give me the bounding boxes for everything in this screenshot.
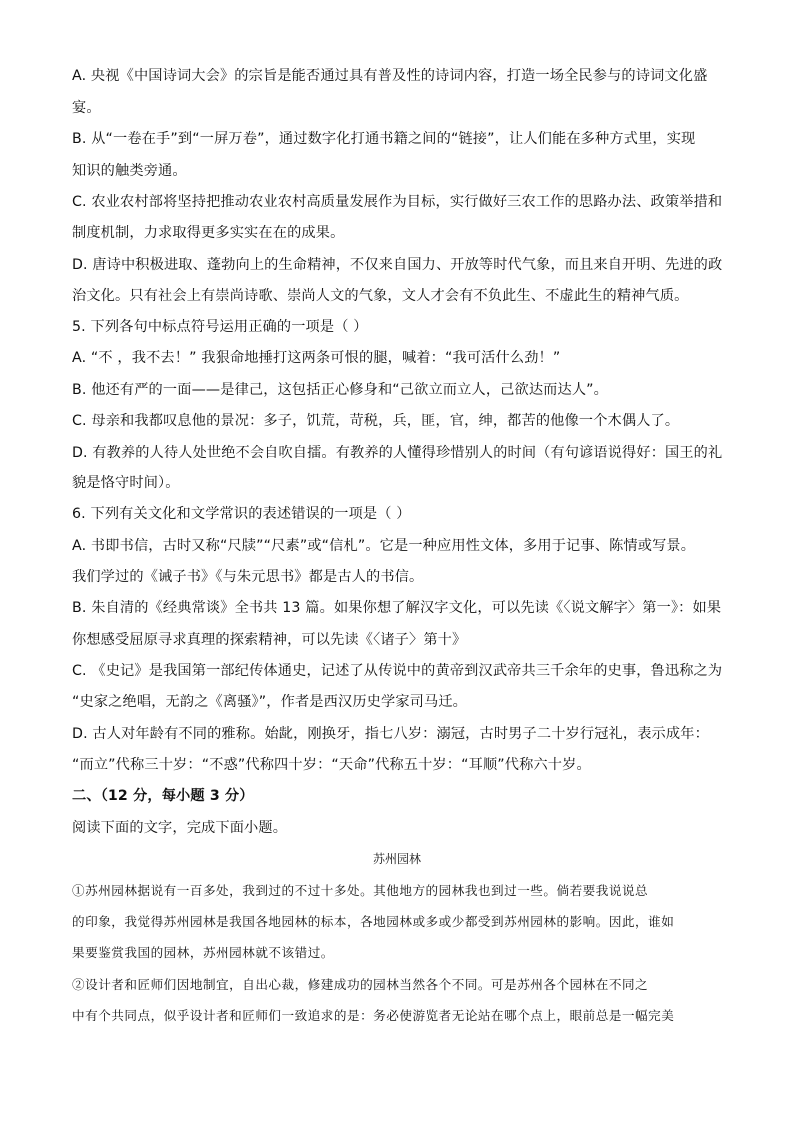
article-paragraph-2-line2: 中有个共同点，似乎设计者和匠师们一致追求的是：务必使游览者无论站在哪个点上，眼前总是一幅完美 bbox=[72, 1008, 675, 1023]
q6-stem: 6. 下列有关文化和文学常识的表述错误的一项是（ ） bbox=[72, 506, 411, 522]
q5-option-b: B. 他还有严的一面——是律己，这包括正心修身和“己欲立而立人，己欲达而达人”。 bbox=[72, 382, 609, 398]
q6-option-a-line1: A. 书即书信，古时又称“尺牍”“尺素”或“信札”。它是一种应用性文体，多用于记事、陈情或写景。 bbox=[72, 538, 696, 554]
q6-option-d-line2: “而立”代称三十岁：“不惑”代称四十岁：“天命”代称五十岁：“耳顺”代称六十岁。 bbox=[72, 757, 591, 773]
article-paragraph-2-line1: ②设计者和匠师们因地制宜，自出心裁，修建成功的园林当然各个不同。可是苏州各个园林在不同之 bbox=[72, 977, 649, 992]
q4-option-a-line2: 宴。 bbox=[72, 100, 101, 116]
q6-option-c-line1: C. 《史记》是我国第一部纪传体通史，记述了从传说中的黄帝到汉武帝共三千余年的史事，鲁迅称之为 bbox=[72, 663, 723, 679]
q4-option-b-line2: 知识的触类旁通。 bbox=[72, 163, 187, 179]
q5-stem: 5. 下列各句中标点符号运用正确的一项是（ ） bbox=[72, 319, 368, 335]
q6-option-b-line1: B. 朱自清的《经典常谈》全书共 13 篇。如果你想了解汉字文化，可以先读《〈说文解字〉第一》：如果 bbox=[72, 600, 722, 616]
article-paragraph-1-line1: ①苏州园林据说有一百多处，我到过的不过十多处。其他地方的园林我也到过一些。倘若要我说说总 bbox=[72, 883, 649, 898]
q4-option-d-line2: 治文化。只有社会上有崇尚诗歌、崇尚人文的气象，文人才会有不负此生、不虚此生的精神气质。 bbox=[72, 288, 689, 304]
q4-option-d-line1: D. 唐诗中积极进取、蓬勃向上的生命精神，不仅来自国力、开放等时代气象，而且来自开明、先进的政 bbox=[72, 257, 723, 273]
section-heading: 二、（12 分，每小题 3 分） bbox=[72, 788, 254, 804]
article-title: 苏州园林 bbox=[372, 852, 421, 866]
section-instruction: 阅读下面的文字，完成下面小题。 bbox=[72, 820, 288, 836]
q6-option-d-line1: D. 古人对年龄有不同的雅称。始龀，刚换牙，指七八岁：溺冠，古时男子二十岁行冠礼，表示成年： bbox=[72, 726, 709, 742]
article-paragraph-1-line2: 的印象，我觉得苏州园林是我国各地园林的标本，各地园林或多或少都受到苏州园林的影响。因此，谁如 bbox=[72, 914, 675, 929]
q4-option-c-line1: C. 农业农村部将坚持把推动农业农村高质量发展作为目标，实行做好三农工作的思路办法、政策举措和 bbox=[72, 194, 723, 210]
q6-option-c-line2: “史家之绝唱，无韵之《离骚》”，作者是西汉历史学家司马迁。 bbox=[72, 694, 468, 710]
q6-option-a-line2: 我们学过的《诫子书》《与朱元思书》都是古人的书信。 bbox=[72, 569, 424, 585]
q6-option-b-line2: 你想感受屈原寻求真理的探索精神，可以先读《〈诸子〉第十》 bbox=[72, 632, 467, 648]
q5-option-d-line2: 貌是恪守时间）。 bbox=[72, 475, 180, 491]
q5-option-a: A. “不 ，我不去！” 我狠命地捶打这两条可恨的腿，喊着：“我可活什么劲！” bbox=[72, 350, 561, 366]
q4-option-c-line2: 制度机制，力求取得更多实实在在的成果。 bbox=[72, 225, 345, 241]
q4-option-a-line1: A. 央视《中国诗词大会》的宗旨是能否通过具有普及性的诗词内容，打造一场全民参与的诗词文化盛 bbox=[72, 68, 708, 84]
article-paragraph-1-line3: 果要鉴赏我国的园林，苏州园林就不该错过。 bbox=[72, 945, 334, 960]
q4-option-b-line1: B. 从“一卷在手”到“一屏万卷”，通过数字化打通书籍之间的“链接”，让人们能在多种方式里，实现 bbox=[72, 131, 696, 147]
q5-option-d-line1: D. 有教养的人待人处世绝不会自吹自擂。有教养的人懂得珍惜别人的时间（有句谚语说得好：国王的礼 bbox=[72, 445, 723, 461]
q5-option-c: C. 母亲和我都叹息他的景况：多子，饥荒，苛税，兵，匪，官，绅，都苦的他像一个木偶人了。 bbox=[72, 413, 680, 429]
